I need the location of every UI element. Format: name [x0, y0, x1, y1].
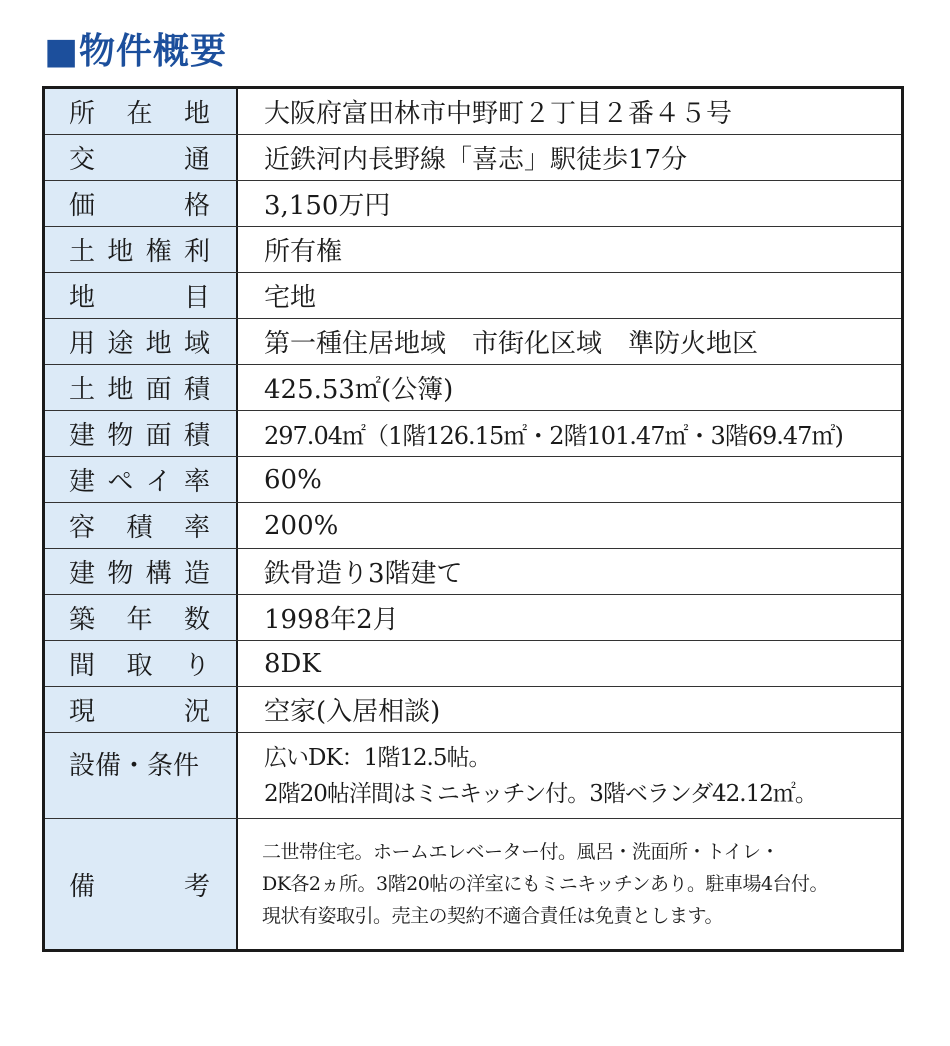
value-structure: 鉄骨造り3階建て — [264, 559, 463, 589]
row-building-area — [45, 411, 901, 457]
label-char: 建 — [69, 559, 96, 589]
label-char: 造 — [183, 559, 210, 589]
remarks-line: 二世帯住宅。ホームエレベーター付。風呂・洗面所・トイレ・ — [262, 841, 780, 863]
label-char: 考 — [183, 871, 210, 902]
row-transport — [45, 135, 901, 181]
value-built-year: 1998年2月 — [264, 605, 399, 635]
label-char: 面 — [145, 421, 172, 451]
row-land-area — [45, 365, 901, 411]
label-char: 権 — [145, 237, 172, 267]
label-char: り — [183, 651, 210, 681]
label-char: 土 — [69, 237, 96, 267]
label-structure — [45, 549, 238, 594]
label-char: 取 — [126, 651, 153, 681]
label-char: 積 — [183, 375, 210, 405]
label-layout — [45, 641, 238, 686]
value-current-status: 空家(入居相談) — [264, 697, 441, 727]
property-summary-table — [42, 86, 904, 952]
value-location: 大阪府富田林市中野町２丁目２番４５号 — [264, 99, 733, 129]
label-char: 地 — [69, 283, 96, 313]
row-facilities — [45, 733, 901, 819]
label-char: イ — [145, 467, 172, 497]
facilities-line: 2階20帖洋間はミニキッチン付。3階ベランダ42.12㎡。 — [264, 780, 817, 807]
label-zoning — [45, 319, 238, 364]
row-land-category — [45, 273, 901, 319]
row-floor-area-ratio — [45, 503, 901, 549]
row-structure — [45, 549, 901, 595]
label-land-area — [45, 365, 238, 410]
label-char: 現 — [69, 697, 96, 727]
label-land-rights — [45, 227, 238, 272]
label-char: 目 — [183, 283, 210, 313]
label-char: 積 — [183, 421, 210, 451]
value-facilities — [238, 733, 901, 818]
label-char: 間 — [69, 651, 96, 681]
label-char: 地 — [183, 99, 210, 129]
row-zoning — [45, 319, 901, 365]
label-char: 建 — [69, 467, 96, 497]
label-char: 面 — [145, 375, 172, 405]
label-transport — [45, 135, 238, 180]
label-coverage-ratio — [45, 457, 238, 502]
label-char: 建 — [69, 421, 96, 451]
row-current-status — [45, 687, 901, 733]
label-facilities — [45, 733, 238, 818]
label-char: 物 — [107, 559, 134, 589]
label-char: 築 — [69, 605, 96, 635]
facilities-line: 広いDK：1階12.5帖。 — [264, 744, 491, 771]
remarks-line: 現状有姿取引。売主の契約不適合責任は免責とします。 — [262, 905, 723, 927]
remarks-line: DK各2ヵ所。3階20帖の洋室にもミニキッチンあり。駐車場4台付。 — [262, 873, 829, 895]
label-char: 在 — [126, 99, 153, 129]
value-transport: 近鉄河内長野線「喜志」駅徒歩17分 — [264, 145, 688, 175]
label-char: 地 — [145, 329, 172, 359]
value-land-area: 425.53㎡(公簿) — [264, 375, 454, 405]
value-coverage-ratio: 60% — [264, 464, 322, 495]
row-built-year — [45, 595, 901, 641]
label-char: 年 — [126, 605, 153, 635]
label-char: 積 — [126, 513, 153, 543]
label-building-area — [45, 411, 238, 456]
label-char: 容 — [69, 513, 96, 543]
value-building-area: 297.04㎡（1階126.15㎡・2階101.47㎡・3階69.47㎡) — [264, 422, 843, 450]
label-char: 途 — [107, 329, 134, 359]
label-floor-area-ratio — [45, 503, 238, 548]
label-char: 率 — [183, 513, 210, 543]
value-zoning: 第一種住居地域 市街化区域 準防火地区 — [264, 329, 759, 359]
label-char: 所 — [69, 99, 96, 129]
label-price — [45, 181, 238, 226]
label-char: 物 — [107, 421, 134, 451]
label-char: 地 — [107, 237, 134, 267]
value-land-rights: 所有権 — [264, 237, 343, 267]
row-layout — [45, 641, 901, 687]
page-title: ■物件概要 — [44, 31, 228, 72]
label-remarks — [45, 819, 238, 949]
label-char: 通 — [183, 145, 210, 175]
row-price — [45, 181, 901, 227]
row-remarks — [45, 819, 901, 949]
row-coverage-ratio — [45, 457, 901, 503]
label-char: 利 — [183, 237, 210, 267]
value-land-category: 宅地 — [264, 283, 317, 313]
label-char: ペ — [107, 467, 134, 497]
label-char: 用 — [69, 329, 96, 359]
label-char: 構 — [145, 559, 172, 589]
label-land-category — [45, 273, 238, 318]
label-current-status — [45, 687, 238, 732]
label-char: 率 — [183, 467, 210, 497]
label-text: 設備・条件 — [69, 751, 200, 781]
label-location — [45, 89, 238, 134]
label-char: 数 — [183, 605, 210, 635]
label-char: 域 — [183, 329, 210, 359]
label-char: 土 — [69, 375, 96, 405]
label-built-year — [45, 595, 238, 640]
label-char: 格 — [183, 191, 210, 221]
label-char: 備 — [69, 871, 96, 902]
row-location — [45, 89, 901, 135]
label-char: 交 — [69, 145, 96, 175]
label-char: 地 — [107, 375, 134, 405]
label-char: 価 — [69, 191, 96, 221]
value-floor-area-ratio: 200% — [264, 510, 339, 541]
value-price: 3,150万円 — [264, 191, 391, 221]
row-land-rights — [45, 227, 901, 273]
value-layout: 8DK — [264, 648, 321, 679]
value-remarks — [238, 819, 901, 949]
label-char: 況 — [183, 697, 210, 727]
